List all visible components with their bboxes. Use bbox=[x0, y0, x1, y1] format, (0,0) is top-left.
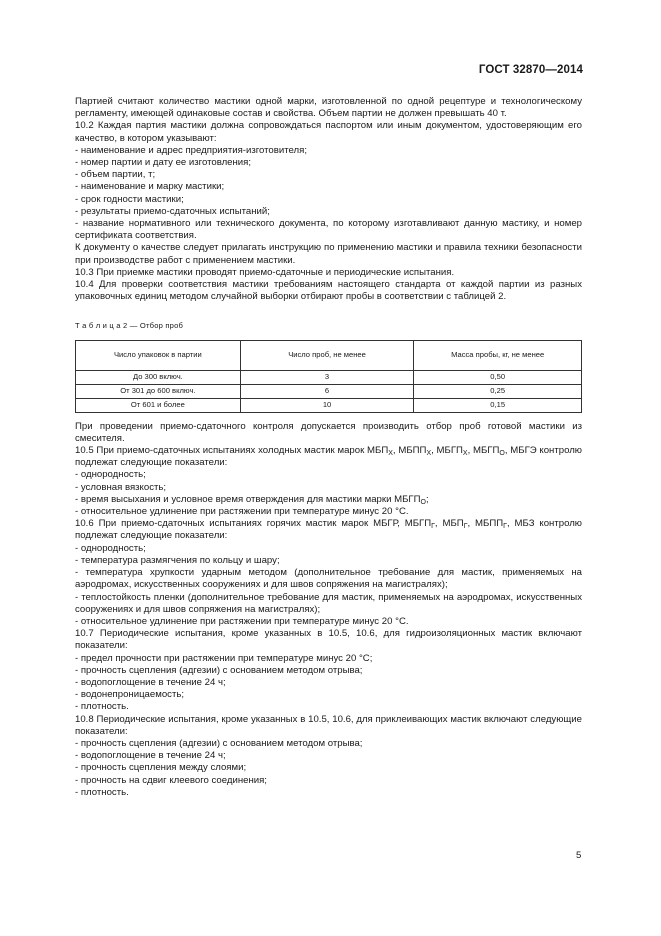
paragraph-10-7: 10.7 Периодические испытания, кроме указанных в 10.5, 10.6, для гидроизоляционных мастик включают показатели: bbox=[75, 628, 582, 652]
paragraph-10-3: 10.3 При приемке мастики проводят приемо-сдаточные и периодические испытания. bbox=[75, 266, 455, 278]
list-item: - водонепроницаемость; bbox=[75, 689, 185, 701]
table-header-cell: Число проб, не менее bbox=[240, 340, 414, 370]
document-body bbox=[75, 96, 582, 799]
paragraph: Партией считают количество мастики одной марки, изготовленной по одной рецептуре и технологическому регламенту, имеющей одинаковые состав и свойства. Объем партии не должен превышать 40 т. bbox=[75, 96, 582, 120]
sampling-table bbox=[75, 340, 582, 413]
paragraph-10-6: 10.6 При приемо-сдаточных испытаниях горячих мастик марок МБГР, $МБГП_Г$, $МБП_Г$, $МБПП_Г$, МБЗ контролю подлежат следующие показатели: bbox=[75, 518, 582, 542]
list-item: - однородность; bbox=[75, 542, 146, 554]
list-item: - наименование и адрес предприятия-изготовителя; bbox=[75, 144, 307, 156]
list-item: - теплостойкость пленки (дополнительное требование для мастик, применяемых на аэродромах, искусственных сооружениях и для швов сопряжения на магистралях); bbox=[75, 591, 582, 615]
table-row bbox=[76, 398, 582, 412]
list-item: - прочность сцепления (адгезии) с основанием методом отрыва; bbox=[75, 664, 363, 676]
paragraph-10-4: 10.4 Для проверки соответствия мастики требованиям настоящего стандарта от каждой партии из разных упаковочных единиц методом случайной выборки отбирают пробы в соответствии с таблицей 2. bbox=[75, 279, 582, 303]
paragraph: При проведении приемо-сдаточного контроля допускается производить отбор проб готовой мастики из смесителя. bbox=[75, 420, 582, 444]
list-item: - результаты приемо-сдаточных испытаний; bbox=[75, 205, 270, 217]
list-item: - прочность на сдвиг клеевого соединения; bbox=[75, 774, 267, 786]
table-cell: От 601 и более bbox=[76, 398, 241, 412]
table-cell: 10 bbox=[240, 398, 414, 412]
table-cell: 0,50 bbox=[414, 370, 582, 384]
table-header-cell: Число упаковок в партии bbox=[76, 340, 241, 370]
list-item: - срок годности мастики; bbox=[75, 193, 184, 205]
table-row bbox=[76, 384, 582, 398]
table-cell: От 301 до 600 включ. bbox=[76, 384, 241, 398]
table-caption: Т а б л и ц а 2 — Отбор проб bbox=[75, 321, 184, 331]
table-cell: 3 bbox=[240, 370, 414, 384]
list-item: - относительное удлинение при растяжении при температуре минус 20 °С. bbox=[75, 506, 409, 518]
list-item: - условная вязкость; bbox=[75, 481, 167, 493]
list-item: - температура размягчения по кольцу и шару; bbox=[75, 554, 280, 566]
table-cell: До 300 включ. bbox=[76, 370, 241, 384]
list-item: - название нормативного или технического документа, по которому изготавливают данную мастику, и номер сертификата соответствия. bbox=[75, 218, 582, 242]
list-item: - водопоглощение в течение 24 ч; bbox=[75, 750, 226, 762]
list-item: - предел прочности при растяжении при температуре минус 20 °С; bbox=[75, 652, 373, 664]
table-header-row bbox=[76, 340, 582, 370]
paragraph: К документу о качестве следует прилагать инструкцию по применению мастики и правила техники безопасности при производстве работ с применением мастики. bbox=[75, 242, 582, 266]
list-item: - прочность сцепления (адгезии) с основанием методом отрыва; bbox=[75, 737, 363, 749]
list-item: - водопоглощение в течение 24 ч; bbox=[75, 676, 226, 688]
list-item: - относительное удлинение при растяжении при температуре минус 20 °С. bbox=[75, 615, 409, 627]
paragraph-10-8: 10.8 Периодические испытания, кроме указанных в 10.5, 10.6, для приклеивающих мастик включают следующие показатели: bbox=[75, 713, 582, 737]
list-item: - температура хрупкости ударным методом (дополнительное требование для мастик, применяемых на аэродромах, искусственных сооружениях и для швов сопряжения на магистралях); bbox=[75, 567, 582, 591]
table-header-cell: Масса пробы, кг, не менее bbox=[414, 340, 582, 370]
list-item: - плотность. bbox=[75, 701, 129, 713]
paragraph-10-5: 10.5 При приемо-сдаточных испытаниях холодных мастик марок $МБП_Х$, $МБПП_Х$, $МБГП_Х$, $МБГП_О$, МБГЭ контролю подлежат следующие показатели: bbox=[75, 445, 583, 469]
table-cell: 0,15 bbox=[414, 398, 582, 412]
table-cell: 0,25 bbox=[414, 384, 582, 398]
list-item: - номер партии и дату ее изготовления; bbox=[75, 157, 252, 169]
list-item: - объем партии, т; bbox=[75, 169, 156, 181]
list-item: - наименование и марку мастики; bbox=[75, 181, 225, 193]
list-item: - прочность сцепления между слоями; bbox=[75, 762, 247, 774]
paragraph-10-2: 10.2 Каждая партия мастики должна сопровождаться паспортом или иным документом, удостоверяющим его качество, в котором указывают: bbox=[75, 120, 582, 144]
list-item: - время высыхания и условное время отверждения для мастики марки $МБГП_О$; bbox=[75, 493, 429, 506]
page-number: 5 bbox=[576, 850, 582, 861]
table-row bbox=[76, 370, 582, 384]
document-id-header: ГОСТ 32870—2014 bbox=[478, 64, 583, 76]
list-item: - однородность; bbox=[75, 469, 146, 481]
table-cell: 6 bbox=[240, 384, 414, 398]
list-item: - плотность. bbox=[75, 786, 129, 798]
